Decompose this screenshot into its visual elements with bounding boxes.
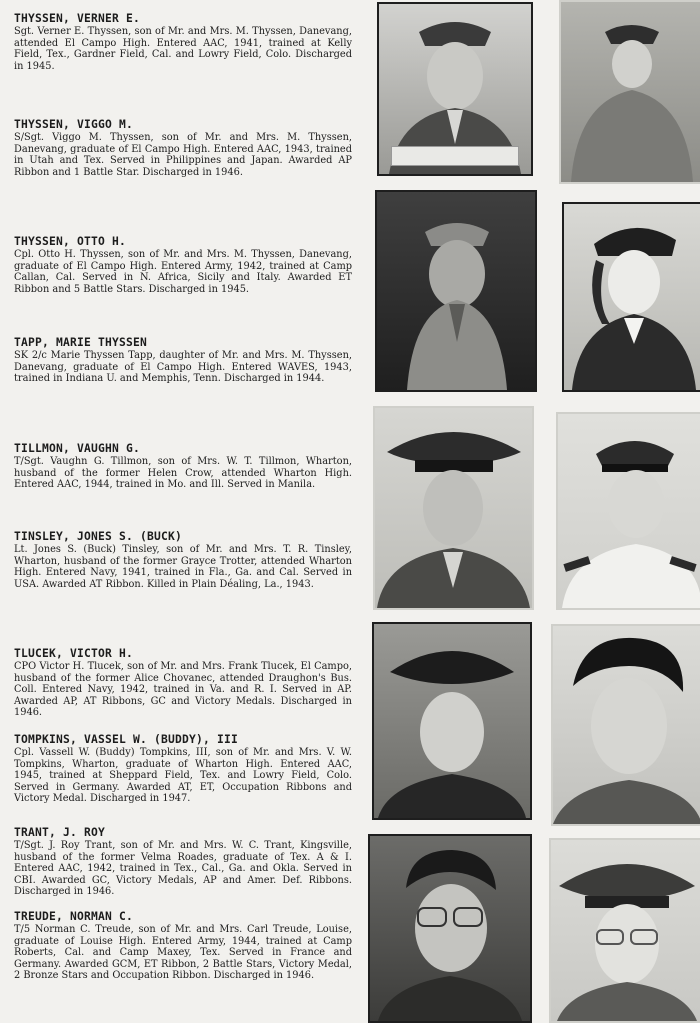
entry-name: TRANT, J. ROY bbox=[14, 826, 106, 839]
entry-bio: T/Sgt. J. Roy Trant, son of Mr. and Mrs. W. C. Trant, Kingsville, husband of the former Velma Roades, graduate of Tex. A & I. Entered AAC, 1942, trained in Tex., Cal., Ga. and Okla. Served in CBI. Awarded GC, Victory Medals, AP and Amer. Def. Ribbons. Discharged in 1946. bbox=[14, 840, 352, 898]
entry-thyssen-otto bbox=[14, 235, 352, 295]
portrait-photo-trant-roy bbox=[368, 834, 532, 1023]
portrait-photo-thyssen-otto bbox=[375, 190, 537, 392]
portrait-figure bbox=[374, 624, 530, 818]
entry-bio: Lt. Jones S. (Buck) Tinsley, son of Mr. and Mrs. T. R. Tinsley, Wharton, husband of the former Grayce Trotter, attended Wharton High. Entered Navy, 1941, trained in Fla., Ga. and Cal. Served in USA. Awarded AT Ribbon. Killed in Plain Déaling, La., 1943. bbox=[14, 544, 352, 590]
entry-tompkins-vassel bbox=[14, 733, 352, 805]
entry-tinsley-jones bbox=[14, 530, 352, 590]
portrait-photo-thyssen-verner bbox=[377, 2, 533, 176]
entry-bio: S/Sgt. Viggo M. Thyssen, son of Mr. and Mrs. M. Thyssen, Danevang, graduate of El Campo High. Entered AAC, 1943, trained in Utah and Tex. Served in Philippines and Japan. Awarded AP Ribbon and 1 Battle Star. Discharged in 1946. bbox=[14, 132, 352, 178]
entry-bio: Cpl. Vassell W. (Buddy) Tompkins, III, son of Mr. and Mrs. V. W. Tompkins, Wharton, graduate of Wharton High. Entered AAC, 1945, trained at Sheppard Field, Tex. and Lowry Field, Colo. Served in Germany. Awarded AT, ET, Occupation Ribbons and Victory Medal. Discharged in 1947. bbox=[14, 747, 352, 805]
portrait-photo-tillmon-vaughn bbox=[373, 406, 534, 610]
entry-name: TLUCEK, VICTOR H. bbox=[14, 647, 134, 660]
portrait-photo-tlucek-victor bbox=[372, 622, 532, 820]
entry-bio: T/5 Norman C. Treude, son of Mr. and Mrs. Carl Treude, Louise, graduate of Louise High. Entered Army, 1944, trained at Camp Roberts, Cal. and Camp Maxey, Tex. Served in France and Germany. Awarded GCM, ET Ribbon, 2 Battle Stars, Victory Medal, 2 Bronze Stars and Occupation Ribbon. Discharged in 1946. bbox=[14, 924, 352, 982]
portrait-figure bbox=[558, 414, 700, 608]
portrait-figure bbox=[564, 204, 700, 390]
portrait-figure bbox=[551, 840, 700, 1021]
signature-strip bbox=[391, 146, 519, 166]
entry-bio: Cpl. Otto H. Thyssen, son of Mr. and Mrs. M. Thyssen, Danevang, graduate of El Campo High. Entered Army, 1942, trained at Camp Callan, Cal. Served in N. Africa, Sicily and Italy. Awarded ET Ribbon and 5 Battle Stars. Discharged in 1945. bbox=[14, 249, 352, 295]
entry-name: THYSSEN, VERNER E. bbox=[14, 12, 141, 25]
entry-name: TREUDE, NORMAN C. bbox=[14, 910, 134, 923]
entry-name: TOMPKINS, VASSEL W. (BUDDY), III bbox=[14, 733, 239, 746]
entry-name: THYSSEN, OTTO H. bbox=[14, 235, 127, 248]
portrait-figure bbox=[370, 836, 530, 1021]
entry-thyssen-viggo bbox=[14, 118, 352, 178]
entry-bio: T/Sgt. Vaughn G. Tillmon, son of Mrs. W. T. Tillmon, Wharton, husband of the former Helen Crow, attended Wharton High. Entered AAC, 1944, trained in Mo. and Ill. Served in Manila. bbox=[14, 456, 352, 491]
entry-bio: CPO Victor H. Tlucek, son of Mr. and Mrs. Frank Tlucek, El Campo, husband of the former Alice Chovanec, attended Draughon's Bus. Coll. Entered Navy, 1942, trained in Va. and R. I. Served in AP. Awarded AP, AT Ribbons, GC and Victory Medals. Discharged in 1946. bbox=[14, 661, 352, 719]
portrait-photo-tapp-marie bbox=[562, 202, 700, 392]
entry-name: TAPP, MARIE THYSSEN bbox=[14, 336, 148, 349]
entry-bio: SK 2/c Marie Thyssen Tapp, daughter of Mr. and Mrs. M. Thyssen, Danevang, graduate of El Campo High. Entered WAVES, 1943, trained in Indiana U. and Memphis, Tenn. Discharged in 1944. bbox=[14, 350, 352, 385]
entry-name: TINSLEY, JONES S. (BUCK) bbox=[14, 530, 183, 543]
entry-trant-roy bbox=[14, 826, 352, 898]
entry-thyssen-verner bbox=[14, 12, 352, 72]
entry-tapp-marie bbox=[14, 336, 352, 385]
text-column bbox=[14, 0, 354, 1019]
portrait-figure bbox=[553, 626, 700, 824]
portrait-photo-tompkins-vassel bbox=[551, 624, 700, 826]
portrait-photo-treude-norman bbox=[549, 838, 700, 1023]
entry-treude-norman bbox=[14, 910, 352, 982]
entry-tillmon-vaughn bbox=[14, 442, 352, 491]
portrait-photo-tinsley-jones bbox=[556, 412, 700, 610]
portrait-figure bbox=[377, 192, 535, 390]
entry-name: THYSSEN, VIGGO M. bbox=[14, 118, 134, 131]
portrait-figure bbox=[561, 2, 700, 182]
entry-bio: Sgt. Verner E. Thyssen, son of Mr. and Mrs. M. Thyssen, Danevang, attended El Campo High. Entered AAC, 1941, trained at Kelly Field, Tex., Gardner Field, Cal. and Lowry Field, Colo. Discharged in 1945. bbox=[14, 26, 352, 72]
entry-name: TILLMON, VAUGHN G. bbox=[14, 442, 141, 455]
entry-tlucek-victor bbox=[14, 647, 352, 719]
portrait-figure bbox=[375, 408, 532, 608]
portrait-photo-thyssen-viggo bbox=[559, 0, 700, 184]
